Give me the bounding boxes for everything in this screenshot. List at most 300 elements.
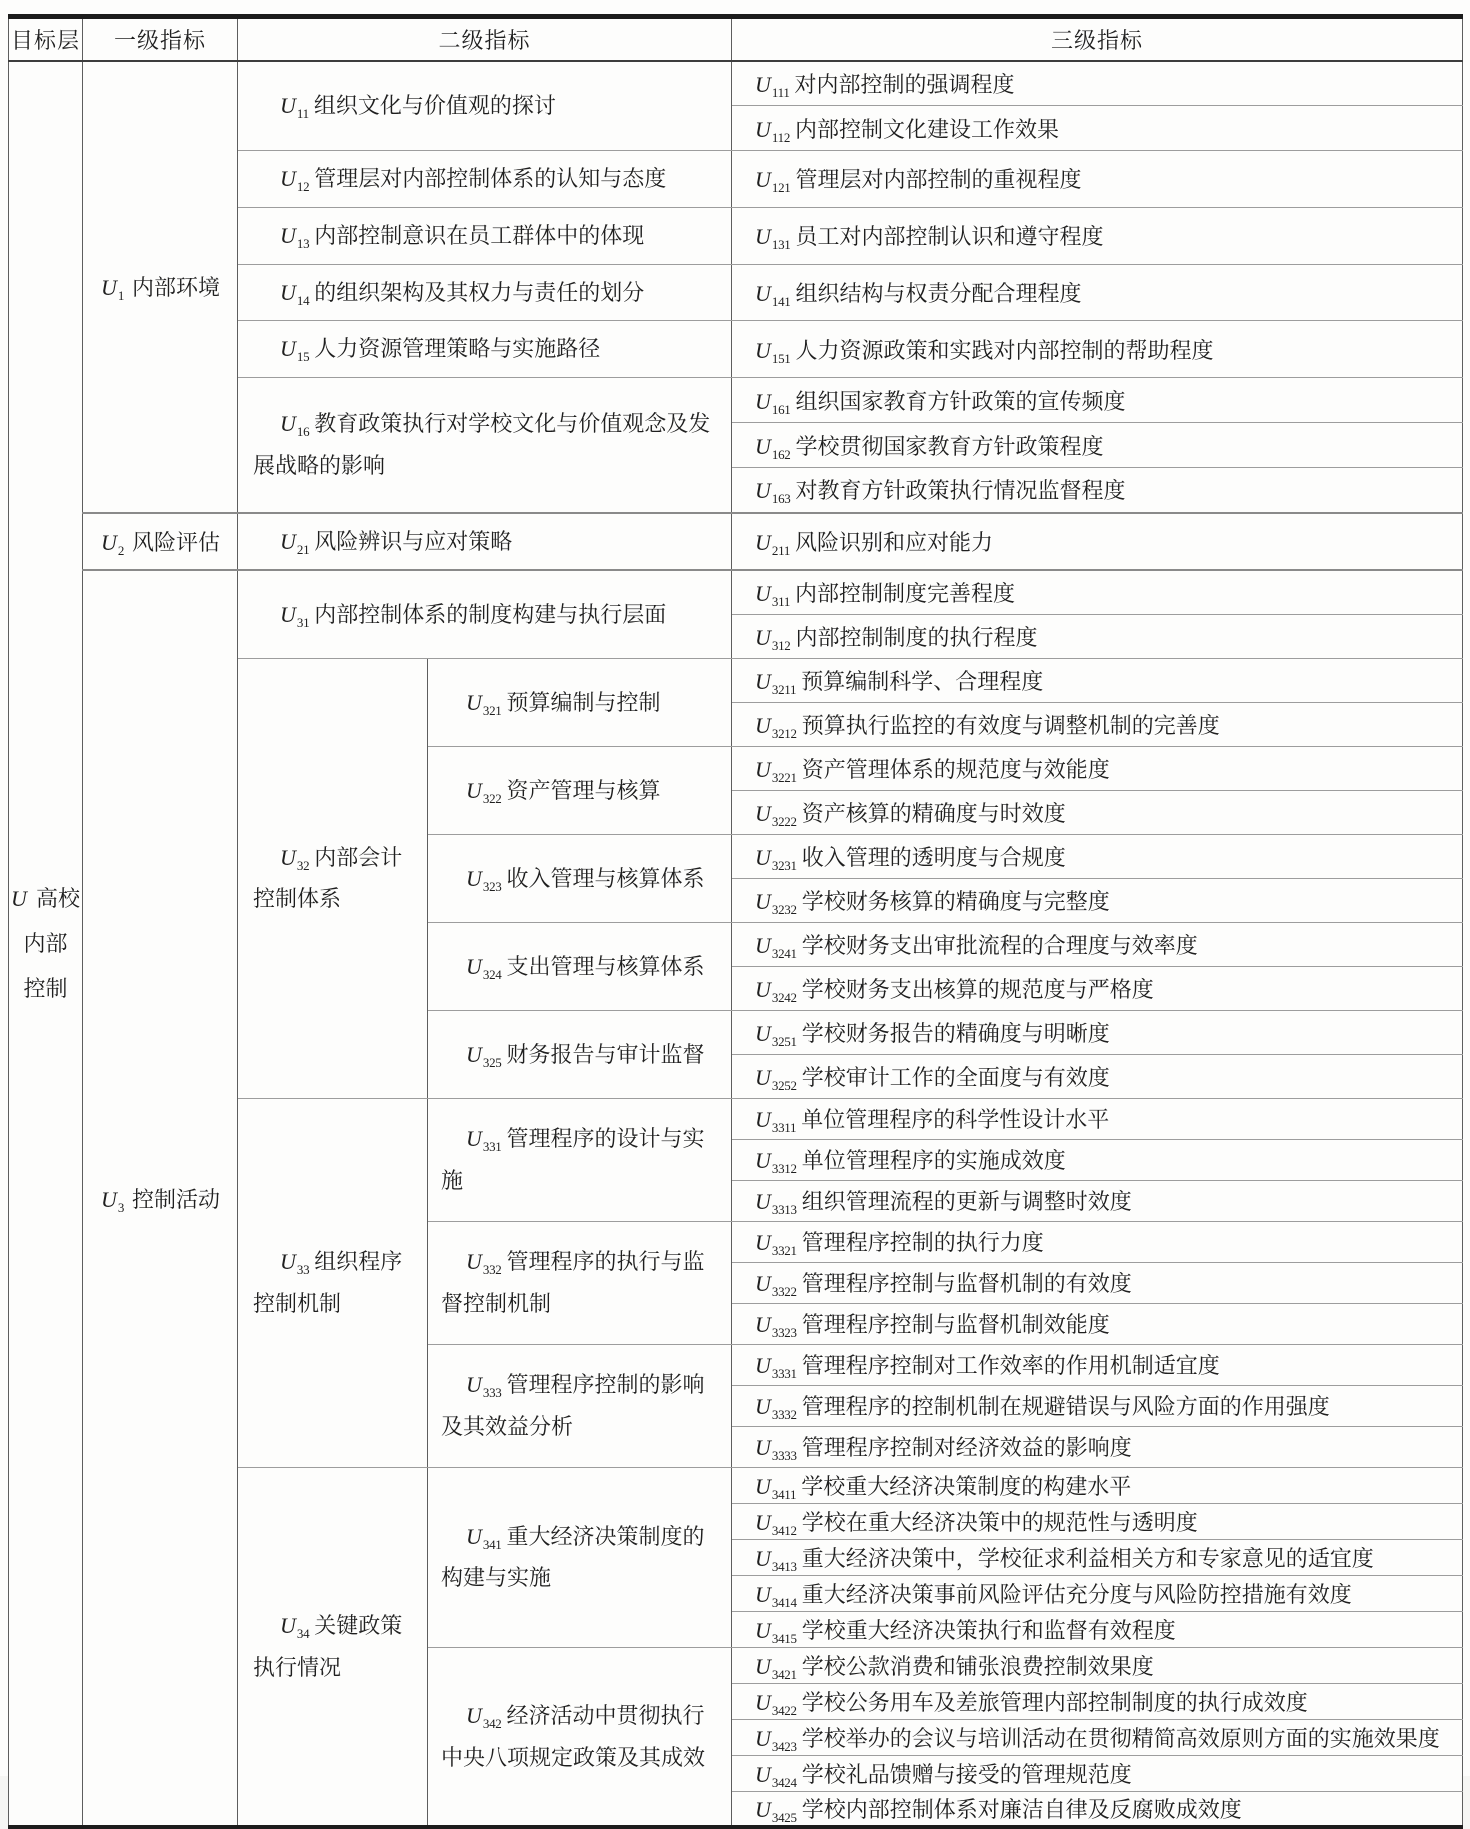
level2-cell-u15 bbox=[238, 321, 732, 378]
indicator-label: 单位管理程序的科学性设计水平 bbox=[801, 1107, 1110, 1133]
u-symbol: U bbox=[755, 71, 771, 97]
header-target-layer: 目标层 bbox=[9, 17, 83, 61]
table-row bbox=[9, 61, 1463, 106]
indicator-label: 学校财务报告的精确度与明晰度 bbox=[801, 1020, 1110, 1046]
level2-sub-cell-u332 bbox=[428, 1221, 732, 1344]
indicator-code-u3331 bbox=[754, 1353, 802, 1382]
u-symbol: U bbox=[755, 433, 771, 459]
level2-cell-u13 bbox=[238, 207, 732, 264]
indicator-label: 收入管理的透明度与合规度 bbox=[801, 844, 1066, 870]
indicator-code-u121 bbox=[754, 167, 796, 196]
u-symbol: U bbox=[755, 224, 771, 250]
indicator-code-u131 bbox=[754, 224, 796, 253]
u-symbol: U bbox=[755, 1473, 771, 1499]
level3-cell-u3251 bbox=[732, 1010, 1463, 1054]
u-subscript: 321 bbox=[482, 702, 502, 718]
level2-sub-cell-u341 bbox=[428, 1467, 732, 1647]
u-subscript: 342 bbox=[482, 1715, 502, 1731]
indicator-label: 重大经济决策制度的构建与实施 bbox=[441, 1523, 705, 1591]
u-symbol: U bbox=[11, 885, 27, 911]
table-row bbox=[9, 513, 1463, 571]
level3-cell-u3313 bbox=[732, 1180, 1463, 1221]
indicator-label: 的组织架构及其权力与责任的划分 bbox=[314, 279, 645, 305]
u-symbol: U bbox=[755, 1271, 771, 1297]
indicator-code-u3414 bbox=[754, 1581, 802, 1610]
indicator-code-u211 bbox=[754, 530, 795, 559]
u-symbol: U bbox=[755, 116, 771, 142]
indicator-table-body bbox=[9, 61, 1463, 1828]
indicator-code-u3412 bbox=[754, 1509, 802, 1538]
u-symbol: U bbox=[466, 1126, 482, 1152]
indicator-label: 管理程序控制对工作效率的作用机制适宜度 bbox=[801, 1353, 1220, 1379]
indicator-label: 风险辨识与应对策略 bbox=[314, 528, 513, 554]
level3-cell-u312 bbox=[732, 614, 1463, 658]
u-subscript: 323 bbox=[482, 878, 502, 894]
u-subscript: 3412 bbox=[771, 1522, 797, 1538]
indicator-code-u162 bbox=[754, 433, 796, 462]
u-subscript: 341 bbox=[482, 1536, 502, 1552]
u-symbol: U bbox=[755, 581, 771, 607]
u-subscript: 333 bbox=[482, 1385, 502, 1401]
indicator-label: 组织程序控制机制 bbox=[253, 1249, 403, 1316]
indicator-label: 学校审计工作的全面度与有效度 bbox=[801, 1064, 1110, 1090]
target-line-text: 控制 bbox=[23, 976, 68, 1002]
u-symbol: U bbox=[755, 1797, 771, 1823]
u-symbol: U bbox=[755, 1394, 771, 1420]
indicator-label: 学校礼品馈赠与接受的管理规范度 bbox=[801, 1761, 1132, 1787]
u-symbol: U bbox=[755, 1581, 771, 1607]
indicator-label: 学校公款消费和铺张浪费控制效果度 bbox=[801, 1653, 1154, 1679]
level2-sub-cell-u322 bbox=[428, 746, 732, 834]
indicator-code-u3231 bbox=[754, 844, 802, 873]
u-subscript: 11 bbox=[296, 105, 309, 121]
level3-cell-u3321 bbox=[732, 1221, 1463, 1262]
indicator-code-u1 bbox=[100, 275, 132, 304]
u-symbol: U bbox=[466, 1249, 482, 1275]
level2-text bbox=[429, 676, 730, 730]
level2-text bbox=[239, 1235, 426, 1331]
level2-cell-u21 bbox=[238, 513, 732, 571]
indicator-code-u3241 bbox=[754, 932, 802, 961]
indicator-code-u31 bbox=[279, 601, 314, 630]
u-subscript: 141 bbox=[771, 293, 791, 309]
u-symbol: U bbox=[755, 1064, 771, 1090]
indicator-label: 教育政策执行对学校文化与价值观念及发展战略的影响 bbox=[253, 411, 711, 478]
target-line bbox=[10, 876, 81, 921]
indicator-label: 内部控制文化建设工作效果 bbox=[795, 116, 1060, 142]
u-symbol: U bbox=[280, 166, 296, 191]
indicator-label: 学校重大经济决策制度的构建水平 bbox=[801, 1473, 1132, 1499]
u-subscript: 14 bbox=[296, 292, 310, 308]
level2-sub-cell-u323 bbox=[428, 834, 732, 922]
u-symbol: U bbox=[280, 1249, 296, 1275]
level2-text bbox=[239, 266, 730, 320]
u-symbol: U bbox=[755, 1148, 771, 1174]
header-level1: 一级指标 bbox=[83, 17, 238, 61]
header-row bbox=[9, 17, 1463, 61]
level3-cell-u111 bbox=[732, 61, 1463, 106]
u-symbol: U bbox=[755, 1107, 771, 1133]
u-symbol: U bbox=[466, 1523, 482, 1549]
indicator-label: 资产管理体系的规范度与效能度 bbox=[801, 756, 1110, 782]
indicator-code-u3323 bbox=[754, 1312, 802, 1341]
u-subscript: 3424 bbox=[771, 1774, 797, 1790]
indicator-label: 学校公务用车及差旅管理内部控制制度的执行成效度 bbox=[801, 1689, 1308, 1715]
indicator-code-u34 bbox=[279, 1612, 314, 1641]
indicator-label: 风险识别和应对能力 bbox=[795, 530, 994, 556]
indicator-code-u32 bbox=[279, 844, 314, 873]
indicator-label: 管理程序的执行与监督控制机制 bbox=[441, 1249, 705, 1316]
indicator-code-u3413 bbox=[754, 1545, 802, 1574]
level2-text bbox=[429, 1689, 730, 1785]
u-symbol: U bbox=[755, 1617, 771, 1643]
table-row bbox=[9, 570, 1463, 614]
indicator-label: 重大经济决策中，学校征求利益相关方和专家意见的适宜度 bbox=[801, 1545, 1374, 1571]
indicator-code-u3332 bbox=[754, 1394, 802, 1423]
indicator-label: 学校财务支出审批流程的合理度与效率度 bbox=[801, 932, 1198, 958]
u-symbol: U bbox=[755, 530, 771, 556]
u-subscript: 331 bbox=[482, 1139, 502, 1155]
u-symbol: U bbox=[755, 1761, 771, 1787]
level1-cell-u3 bbox=[83, 570, 238, 1827]
indicator-label: 组织国家教育方针政策的宣传频度 bbox=[795, 388, 1126, 414]
u-symbol: U bbox=[100, 275, 117, 301]
u-subscript: 161 bbox=[771, 401, 791, 417]
indicator-code-u141 bbox=[754, 280, 796, 309]
u-subscript: 13 bbox=[296, 235, 310, 251]
level2-text bbox=[429, 852, 730, 906]
indicator-code-u312 bbox=[754, 624, 796, 653]
indicator-code-u323 bbox=[465, 865, 507, 894]
u-symbol: U bbox=[755, 1435, 771, 1461]
level2-text bbox=[239, 152, 730, 206]
u-symbol: U bbox=[755, 388, 771, 414]
indicator-code-u331 bbox=[465, 1126, 507, 1155]
indicator-label: 资产管理与核算 bbox=[506, 777, 661, 803]
u-symbol: U bbox=[755, 888, 771, 914]
u-symbol: U bbox=[755, 167, 771, 193]
indicator-code-u33 bbox=[279, 1249, 314, 1278]
u-subscript: 3421 bbox=[771, 1666, 797, 1682]
indicator-label: 人力资源管理策略与实施路径 bbox=[314, 336, 601, 362]
indicator-label: 人力资源政策和实践对内部控制的帮助程度 bbox=[795, 337, 1214, 363]
u-symbol: U bbox=[755, 1020, 771, 1046]
u-symbol: U bbox=[755, 1725, 771, 1751]
level2-sub-cell-u324 bbox=[428, 922, 732, 1010]
u-subscript: 3221 bbox=[771, 769, 797, 785]
level2-cell-u12 bbox=[238, 151, 732, 208]
u-subscript: 3332 bbox=[771, 1407, 797, 1423]
level2-sub-cell-u321 bbox=[428, 658, 732, 746]
indicator-label: 管理程序控制与监督机制的有效度 bbox=[801, 1271, 1132, 1297]
level2-group-cell-u33 bbox=[238, 1098, 428, 1467]
level2-text bbox=[239, 588, 730, 642]
indicator-label: 关键政策执行情况 bbox=[253, 1612, 403, 1680]
indicator-code-u3411 bbox=[754, 1473, 801, 1502]
u-symbol: U bbox=[755, 800, 771, 826]
level2-text bbox=[429, 1028, 730, 1082]
indicator-label: 管理程序控制的执行力度 bbox=[801, 1230, 1044, 1256]
level2-text bbox=[429, 1235, 730, 1331]
indicator-code-u21 bbox=[279, 528, 314, 557]
indicator-label: 经济活动中贯彻执行中央八项规定政策及其成效 bbox=[441, 1702, 706, 1770]
indicator-label: 对教育方针政策执行情况监督程度 bbox=[795, 478, 1126, 504]
indicator-code-u3423 bbox=[754, 1725, 802, 1754]
u-subscript: 211 bbox=[771, 543, 791, 559]
u-subscript: 121 bbox=[771, 180, 791, 196]
u-subscript: 3423 bbox=[771, 1738, 797, 1754]
level3-cell-u3212 bbox=[732, 702, 1463, 746]
level3-cell-u3312 bbox=[732, 1139, 1463, 1180]
u-symbol: U bbox=[100, 530, 117, 556]
level2-text bbox=[429, 940, 730, 994]
u-symbol: U bbox=[280, 411, 296, 437]
level3-cell-u3332 bbox=[732, 1385, 1463, 1426]
indicator-code-u325 bbox=[465, 1041, 507, 1070]
u-subscript: 3321 bbox=[771, 1243, 797, 1259]
indicator-code-u3312 bbox=[754, 1148, 802, 1177]
u-subscript: 111 bbox=[771, 84, 790, 100]
level3-cell-u3414 bbox=[732, 1575, 1463, 1611]
u-subscript: 151 bbox=[771, 350, 791, 366]
indicator-label: 管理程序的控制机制在规避错误与风险方面的作用强度 bbox=[801, 1394, 1330, 1420]
u-symbol: U bbox=[755, 1545, 771, 1571]
indicator-label: 学校贯彻国家教育方针政策程度 bbox=[795, 433, 1104, 459]
level2-cell-u11 bbox=[238, 61, 732, 151]
u-subscript: 162 bbox=[771, 446, 791, 462]
indicator-code-u12 bbox=[279, 166, 314, 194]
indicator-label: 资产核算的精确度与时效度 bbox=[801, 800, 1066, 826]
target-line bbox=[10, 921, 81, 966]
indicator-code-u163 bbox=[754, 478, 796, 507]
indicator-code-u3222 bbox=[754, 800, 802, 829]
indicator-label: 学校重大经济决策执行和监督有效程度 bbox=[801, 1617, 1176, 1643]
u-subscript: 3 bbox=[117, 1199, 125, 1215]
level2-text bbox=[239, 515, 730, 569]
level2-text bbox=[239, 397, 730, 493]
level3-cell-u3311 bbox=[732, 1098, 1463, 1139]
u-subscript: 3241 bbox=[771, 945, 797, 961]
u-symbol: U bbox=[755, 1189, 771, 1215]
target-line-text: 高校 bbox=[35, 885, 80, 911]
indicator-label: 管理程序控制对经济效益的影响度 bbox=[801, 1435, 1132, 1461]
level3-cell-u3222 bbox=[732, 790, 1463, 834]
level3-cell-u3422 bbox=[732, 1683, 1463, 1719]
level3-cell-u3424 bbox=[732, 1755, 1463, 1791]
u-symbol: U bbox=[466, 1372, 482, 1398]
u-symbol: U bbox=[755, 337, 771, 363]
u-symbol: U bbox=[466, 777, 482, 803]
u-subscript: 33 bbox=[296, 1262, 310, 1278]
level2-text bbox=[429, 1510, 730, 1606]
u-subscript: 34 bbox=[296, 1625, 310, 1641]
u-subscript: 3313 bbox=[771, 1202, 797, 1218]
indicator-label: 风险评估 bbox=[132, 530, 221, 556]
level3-cell-u3415 bbox=[732, 1611, 1463, 1647]
header-level2: 二级指标 bbox=[238, 17, 732, 61]
u-symbol: U bbox=[755, 280, 771, 306]
u-symbol: U bbox=[280, 601, 296, 627]
level2-group-cell-u34 bbox=[238, 1467, 428, 1827]
indicator-code-u16 bbox=[279, 411, 314, 440]
level2-text bbox=[429, 1358, 730, 1454]
u-symbol: U bbox=[280, 528, 296, 554]
u-subscript: 3422 bbox=[771, 1702, 797, 1718]
indicator-code-u2 bbox=[100, 530, 132, 559]
u-symbol: U bbox=[280, 279, 296, 305]
indicator-code-u112 bbox=[754, 116, 795, 145]
u-symbol: U bbox=[466, 689, 482, 715]
target-line bbox=[10, 966, 81, 1011]
u-subscript: 311 bbox=[771, 594, 791, 610]
indicator-label: 支出管理与核算体系 bbox=[506, 953, 705, 979]
level1-cell-u2 bbox=[83, 513, 238, 571]
level3-cell-u3413 bbox=[732, 1539, 1463, 1575]
indicator-label: 预算编制科学、合理程度 bbox=[801, 668, 1044, 694]
u-symbol: U bbox=[755, 624, 771, 650]
level3-cell-u131 bbox=[732, 207, 1463, 264]
level3-cell-u3423 bbox=[732, 1719, 1463, 1755]
indicator-code-u3311 bbox=[754, 1107, 801, 1136]
indicator-code-u3212 bbox=[754, 712, 802, 741]
indicator-label: 预算执行监控的有效度与调整机制的完善度 bbox=[801, 712, 1220, 738]
level3-cell-u3323 bbox=[732, 1303, 1463, 1344]
u-subscript: 325 bbox=[482, 1054, 502, 1070]
u-subscript: 3242 bbox=[771, 989, 797, 1005]
indicator-label: 预算编制与控制 bbox=[506, 689, 661, 715]
indicator-code-u321 bbox=[465, 689, 507, 718]
u-symbol: U bbox=[755, 1689, 771, 1715]
indicator-table bbox=[8, 14, 1463, 1829]
indicator-code-u311 bbox=[754, 581, 795, 610]
u-symbol: U bbox=[755, 1653, 771, 1679]
u-subscript: 3252 bbox=[771, 1077, 797, 1093]
indicator-code-u161 bbox=[754, 388, 796, 417]
level3-cell-u161 bbox=[732, 378, 1463, 423]
indicator-code-u151 bbox=[754, 337, 796, 366]
level3-cell-u3412 bbox=[732, 1503, 1463, 1539]
level2-text bbox=[239, 79, 730, 133]
indicator-label: 内部控制制度的执行程度 bbox=[795, 624, 1038, 650]
indicator-code-u15 bbox=[279, 336, 314, 365]
u-symbol: U bbox=[755, 1230, 771, 1256]
level3-cell-u121 bbox=[732, 151, 1463, 208]
u-subscript: 3222 bbox=[771, 813, 797, 829]
u-subscript: 31 bbox=[296, 614, 310, 630]
indicator-code-u3221 bbox=[754, 756, 802, 785]
u-subscript: 15 bbox=[296, 349, 310, 365]
level3-cell-u163 bbox=[732, 468, 1463, 513]
u-symbol: U bbox=[280, 92, 296, 118]
u-symbol: U bbox=[280, 1612, 296, 1638]
indicator-label: 学校财务核算的精确度与完整度 bbox=[801, 888, 1110, 914]
level1-cell-u1 bbox=[83, 61, 238, 513]
level3-cell-u151 bbox=[732, 321, 1463, 378]
indicator-label: 重大经济决策事前风险评估充分度与风险防控措施有效度 bbox=[801, 1581, 1352, 1607]
level3-cell-u3331 bbox=[732, 1344, 1463, 1385]
u-subscript: 163 bbox=[771, 491, 791, 507]
indicator-code-u333 bbox=[465, 1372, 507, 1401]
u-subscript: 3411 bbox=[771, 1486, 797, 1502]
u-symbol: U bbox=[755, 668, 771, 694]
indicator-code-u14 bbox=[279, 279, 314, 308]
indicator-label: 学校举办的会议与培训活动在贯彻精简高效原则方面的实施效果度 bbox=[801, 1725, 1440, 1751]
indicator-code-u3 bbox=[100, 1186, 132, 1215]
u-subscript: 3232 bbox=[771, 901, 797, 917]
indicator-code-u342 bbox=[465, 1702, 507, 1731]
level2-text bbox=[239, 1599, 426, 1695]
level3-cell-u3211 bbox=[732, 658, 1463, 702]
indicator-code-u3232 bbox=[754, 888, 802, 917]
u-symbol: U bbox=[755, 478, 771, 504]
indicator-label: 控制活动 bbox=[132, 1186, 221, 1212]
u-subscript: 3231 bbox=[771, 857, 797, 873]
indicator-label: 管理程序控制的影响及其效益分析 bbox=[441, 1372, 705, 1439]
indicator-label: 学校财务支出核算的规范度与严格度 bbox=[801, 976, 1154, 1002]
indicator-code-u324 bbox=[465, 953, 507, 982]
indicator-code-u3424 bbox=[754, 1761, 802, 1790]
indicator-code-u3211 bbox=[754, 668, 801, 697]
u-subscript: 3413 bbox=[771, 1558, 797, 1574]
indicator-label: 收入管理与核算体系 bbox=[506, 865, 705, 891]
indicator-code-u322 bbox=[465, 777, 507, 806]
level2-text bbox=[429, 764, 730, 818]
u-subscript: 3333 bbox=[771, 1448, 797, 1464]
level3-cell-u162 bbox=[732, 423, 1463, 468]
u-subscript: 312 bbox=[771, 637, 791, 653]
indicator-code-u111 bbox=[754, 71, 795, 100]
level2-text bbox=[239, 322, 730, 376]
target-line-text: 内部 bbox=[23, 930, 68, 956]
u-symbol: U bbox=[466, 1041, 482, 1067]
indicator-label: 组织管理流程的更新与调整时效度 bbox=[801, 1189, 1132, 1215]
indicator-label: 学校内部控制体系对廉洁自律及反腐败成效度 bbox=[801, 1797, 1242, 1823]
u-subscript: 3425 bbox=[771, 1810, 797, 1826]
indicator-code-u3252 bbox=[754, 1064, 802, 1093]
u-symbol: U bbox=[755, 844, 771, 870]
indicator-label: 组织文化与价值观的探讨 bbox=[313, 92, 556, 118]
u-symbol: U bbox=[755, 1353, 771, 1379]
level2-text bbox=[239, 209, 730, 263]
level3-cell-u3252 bbox=[732, 1054, 1463, 1098]
level2-sub-cell-u342 bbox=[428, 1647, 732, 1827]
u-subscript: 3323 bbox=[771, 1325, 797, 1341]
u-subscript: 3312 bbox=[771, 1161, 797, 1177]
u-subscript: 332 bbox=[482, 1262, 502, 1278]
indicator-label: 内部控制制度完善程度 bbox=[795, 581, 1016, 607]
level3-cell-u3231 bbox=[732, 834, 1463, 878]
level3-cell-u3425 bbox=[732, 1791, 1463, 1827]
indicator-label: 内部控制体系的制度构建与执行层面 bbox=[314, 601, 667, 627]
level3-cell-u3232 bbox=[732, 878, 1463, 922]
level2-text bbox=[429, 1112, 730, 1208]
level2-text bbox=[239, 831, 426, 927]
u-subscript: 21 bbox=[296, 541, 310, 557]
level3-cell-u211 bbox=[732, 513, 1463, 571]
indicator-label: 单位管理程序的实施成效度 bbox=[801, 1148, 1066, 1174]
indicator-code-u3313 bbox=[754, 1189, 802, 1218]
u-symbol: U bbox=[755, 1509, 771, 1535]
u-subscript: 3311 bbox=[771, 1120, 797, 1136]
indicator-label: 内部会计控制体系 bbox=[253, 844, 403, 912]
level2-cell-u31 bbox=[238, 570, 732, 658]
indicator-label: 组织结构与权责分配合理程度 bbox=[795, 280, 1082, 306]
indicator-label: 管理程序的设计与实施 bbox=[441, 1126, 705, 1193]
level3-cell-u3333 bbox=[732, 1426, 1463, 1467]
u-symbol: U bbox=[466, 1702, 482, 1728]
level3-cell-u3221 bbox=[732, 746, 1463, 790]
u-subscript: 3322 bbox=[771, 1284, 797, 1300]
